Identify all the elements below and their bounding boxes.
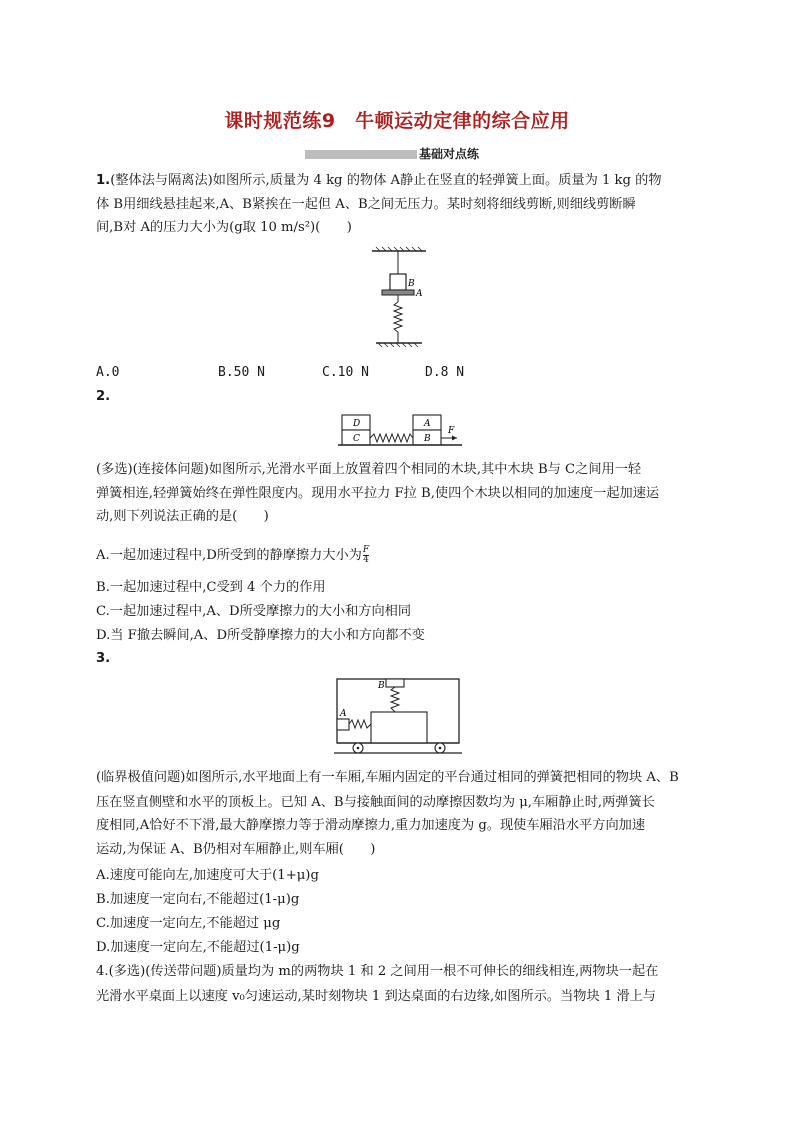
q2-label-a: A bbox=[424, 419, 431, 429]
q3-label-a: A bbox=[340, 709, 347, 719]
q1-option-b: B.50 N bbox=[218, 365, 265, 380]
q2-option-a bbox=[96, 546, 369, 565]
section-bar bbox=[305, 150, 417, 159]
q3-figure bbox=[334, 676, 462, 756]
q3-number: 3. bbox=[96, 651, 111, 666]
q3-option-c: C.加速度一定向左,不能超过 μg bbox=[96, 916, 281, 931]
q2-option-a-text: A.一起加速过程中,D所受到的静摩擦力大小为 bbox=[96, 548, 362, 563]
q1-number: 1. bbox=[96, 173, 111, 188]
q2-number: 2. bbox=[96, 389, 111, 404]
q3-line-4: 运动,为保证 A、B仍相对车厢静止,则车厢( ) bbox=[96, 842, 376, 857]
q2-frac-den: 4 bbox=[363, 555, 369, 565]
q3-label-b: B bbox=[378, 681, 385, 691]
q4-line-2: 光滑水平桌面上以速度 v₀匀速运动,某时刻物块 1 到达桌面的右边缘,如图所示。当物块 1 滑上与 bbox=[96, 989, 656, 1004]
q1-line-1 bbox=[96, 172, 662, 190]
q2-line-2: 弹簧相连,轻弹簧始终在弹性限度内。现用水平拉力 F拉 B,使四个木块以相同的加速度一起加速运 bbox=[96, 486, 660, 501]
q2-label-f: F bbox=[448, 426, 455, 436]
q1-option-d: D.8 N bbox=[425, 365, 465, 380]
q3-option-a: A.速度可能向左,加速度可大于(1+μ)g bbox=[96, 868, 319, 883]
q3-line-1: (临界极值问题)如图所示,水平地面上有一车厢,车厢内固定的平台通过相同的弹簧把相同的物块 A、B bbox=[96, 770, 679, 785]
q2-option-d: D.当 F撤去瞬间,A、D所受静摩擦力的大小和方向都不变 bbox=[96, 628, 425, 643]
q2-option-a-fraction bbox=[363, 546, 369, 565]
q1-option-a: A.0 bbox=[96, 365, 120, 380]
q1-line-3: 间,B对 A的压力大小为(g取 10 m/s²)( ) bbox=[96, 220, 352, 235]
page-title: 课时规范练9 牛顿运动定律的综合应用 bbox=[224, 110, 570, 132]
q3-option-b: B.加速度一定向右,不能超过(1-μ)g bbox=[96, 892, 300, 907]
q2-line-3: 动,则下列说法正确的是( ) bbox=[96, 509, 269, 524]
q2-line-1: (多选)(连接体问题)如图所示,光滑水平面上放置着四个相同的木块,其中木块 B与 C之间用一轻 bbox=[96, 462, 642, 477]
q1-label-b: B bbox=[408, 279, 415, 289]
q1-line-2: 体 B用细线悬挂起来,A、B紧挨在一起但 A、B之间无压力。某时刻将细线剪断,则细线剪断瞬 bbox=[96, 197, 636, 212]
q3-line-3: 度相同,A恰好不下滑,最大静摩擦力等于滑动摩擦力,重力加速度为 g。现使车厢沿水平方向加速 bbox=[96, 818, 646, 833]
q3-option-d: D.加速度一定向左,不能超过(1-μ)g bbox=[96, 940, 300, 955]
q2-frac-num: F bbox=[362, 545, 370, 555]
q1-figure bbox=[368, 246, 430, 352]
q2-label-b: B bbox=[424, 434, 431, 444]
q2-figure bbox=[338, 413, 462, 449]
section-label: 基础对点练 bbox=[419, 147, 480, 161]
q1-label-a: A bbox=[416, 289, 423, 299]
q2-option-c: C.一起加速过程中,A、D所受摩擦力的大小和方向相同 bbox=[96, 604, 412, 619]
q4-line-1: 4.(多选)(传送带问题)质量均为 m的两物块 1 和 2 之间用一根不可伸长的细线相连,两物块一起在 bbox=[96, 964, 659, 979]
q1-option-c: C.10 N bbox=[322, 365, 369, 380]
q2-option-b: B.一起加速过程中,C受到 4 个力的作用 bbox=[96, 580, 326, 595]
q2-label-c: C bbox=[353, 434, 360, 444]
q2-label-d: D bbox=[353, 419, 361, 429]
q1-text-1: (整体法与隔离法)如图所示,质量为 4 kg 的物体 A静止在竖直的轻弹簧上面。质量为 1 kg 的物 bbox=[110, 173, 662, 188]
q3-line-2: 压在竖直侧壁和水平的顶板上。已知 A、B与接触面间的动摩擦因数均为 μ,车厢静止时,两弹簧长 bbox=[96, 795, 655, 810]
